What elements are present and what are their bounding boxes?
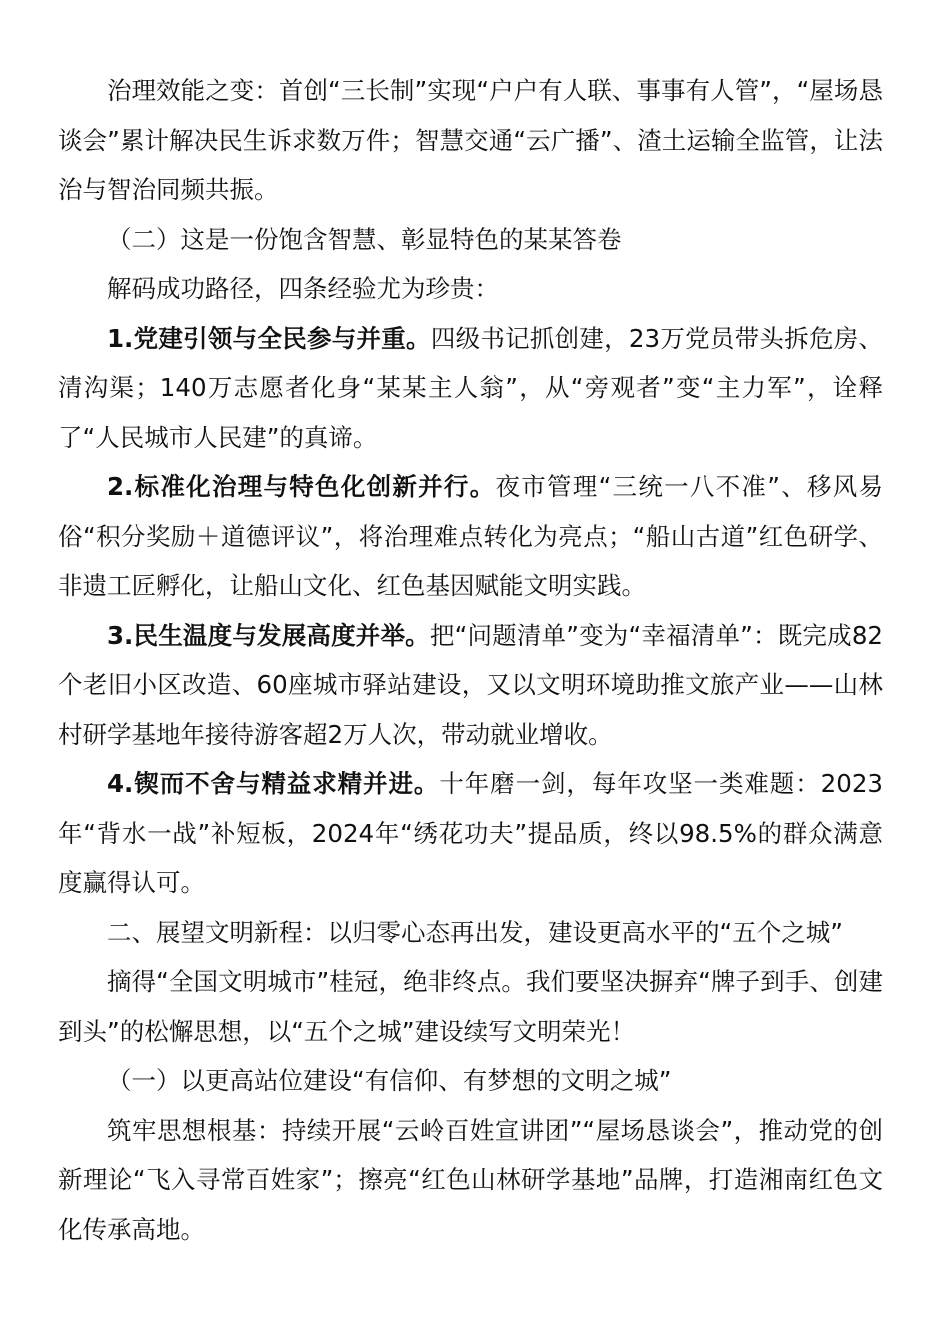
section-heading-outlook: 二、展望文明新程：以归零心态再出发，建设更高水平的“五个之城”	[107, 917, 843, 947]
paragraph-experience-2	[58, 462, 883, 611]
paragraph-experience-1	[58, 314, 883, 463]
subheading-answer-sheet: （二）这是一份饱含智慧、彰显特色的某某答卷	[107, 224, 622, 254]
paragraph-experience-4	[58, 759, 883, 908]
experience-4-body: 十年磨一剑，每年攻坚一类难题：2023年“背水一战”补短板，2024年“绣花功夫”提品质，终以98.5%的群众满意度赢得认可。	[58, 769, 883, 897]
experience-3-lead: 3.民生温度与发展高度并举。	[107, 620, 430, 650]
experience-1-body: 四级书记抓创建，23万党员带头拆危房、清沟渠；140万志愿者化身“某某主人翁”，从“旁观者”变“主力军”，诠释了“人民城市人民建”的真谛。	[58, 323, 883, 452]
document-page	[58, 66, 883, 1254]
experience-1-lead: 1.党建引领与全民参与并重。	[107, 323, 431, 353]
paragraph-ideology-foundation: 筑牢思想根基：持续开展“云岭百姓宣讲团”“屋场恳谈会”，推动党的创新理论“飞入寻常百姓家”；擦亮“红色山林研学基地”品牌，打造湘南红色文化传承高地。	[58, 1115, 883, 1244]
paragraph-outlook-intro: 摘得“全国文明城市”桂冠，绝非终点。我们要坚决摒弃“牌子到手、创建到头”的松懈思想，以“五个之城”建设续写文明荣光！	[58, 967, 883, 1046]
paragraph-governance: 治理效能之变：首创“三长制”实现“户户有人联、事事有人管”，“屋场恳谈会”累计解决民生诉求数万件；智慧交通“云广播”、渣土运输全监管，让法治与智治同频共振。	[58, 76, 883, 204]
paragraph-experience-3	[58, 611, 883, 760]
paragraph-experience-intro: 解码成功路径，四条经验尤为珍贵：	[107, 274, 499, 303]
experience-4-lead: 4.锲而不舍与精益求精并进。	[107, 769, 440, 798]
experience-2-body: 夜市管理“三统一八不准”、移风易俗“积分奖励＋道德评议”，将治理难点转化为亮点；“船山古道”红色研学、非遗工匠孵化，让船山文化、红色基因赋能文明实践。	[58, 472, 883, 600]
experience-2-lead: 2.标准化治理与特色化创新并行。	[107, 472, 496, 501]
experience-3-body: 把“问题清单”变为“幸福清单”：既完成82个老旧小区改造、60座城市驿站建设，又以文明环境助推文旅产业——山林村研学基地年接待游客超2万人次，带动就业增收。	[58, 620, 883, 749]
subheading-belief-city: （一）以更高站位建设“有信仰、有梦想的文明之城”	[107, 1066, 672, 1095]
